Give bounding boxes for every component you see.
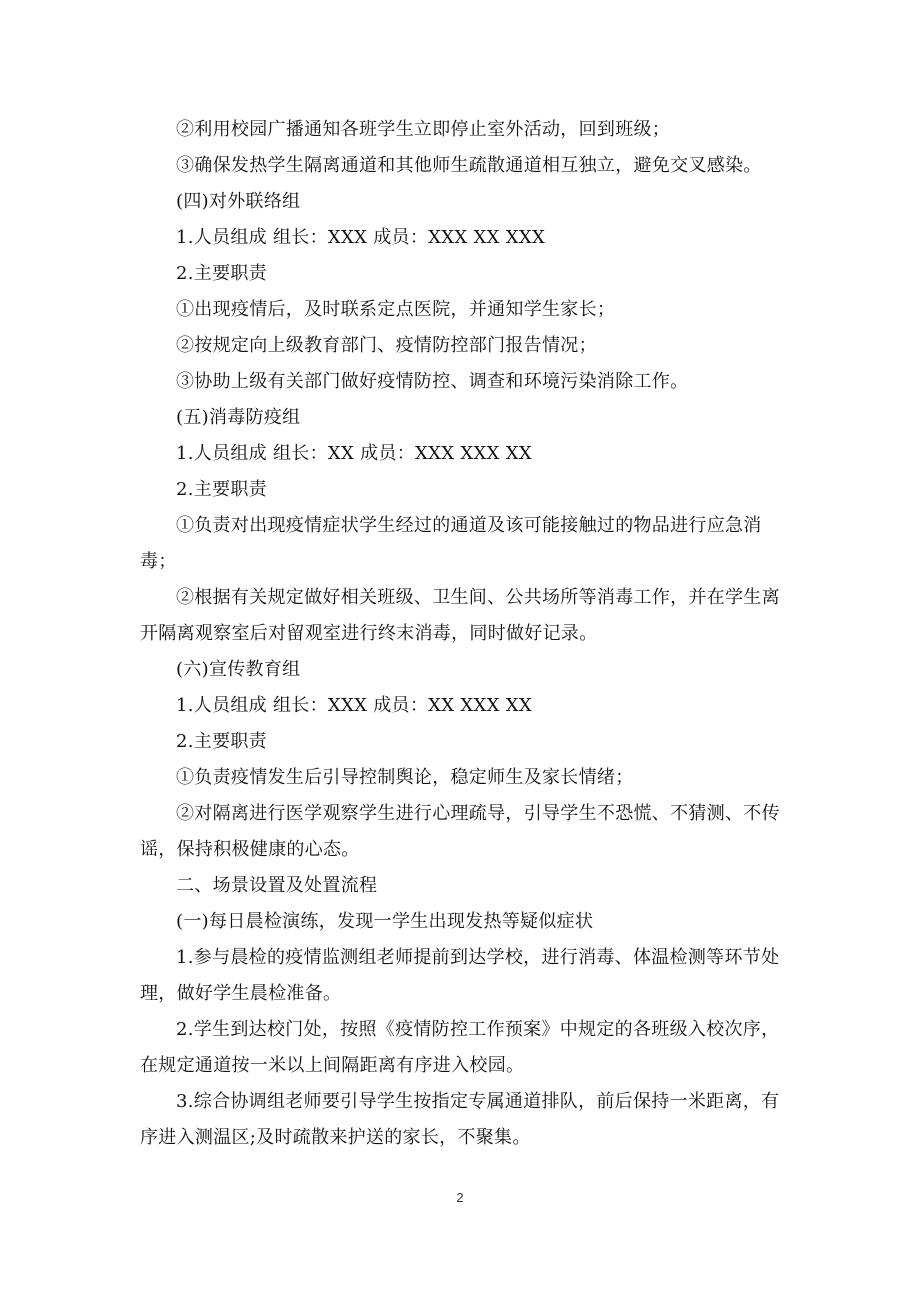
paragraph: ②对隔离进行医学观察学生进行心理疏导，引导学生不恐慌、不猜测、不传谣，保持积极健康的心态。 (140, 803, 780, 860)
paragraph: ①负责疫情发生后引导控制舆论，稳定师生及家长情绪； (176, 767, 634, 788)
section-heading: 二、场景设置及处置流程 (176, 875, 378, 896)
paragraph: 1.人员组成 组长：XXX 成员：XX XXX XX (176, 695, 533, 716)
paragraph: ③协助上级有关部门做好疫情防控、调查和环境污染消除工作。 (176, 371, 689, 392)
paragraph: ②利用校园广播通知各班学生立即停止室外活动，回到班级； (176, 119, 671, 140)
section-heading: (一)每日晨检演练，发现一学生出现发热等疑似症状 (176, 911, 594, 932)
paragraph: ③确保发热学生隔离通道和其他师生疏散通道相互独立，避免交叉感染。 (176, 155, 762, 176)
paragraph: 1.人员组成 组长：XXX 成员：XXX XX XXX (176, 227, 546, 248)
paragraph: 2.主要职责 (176, 731, 267, 752)
page-number: 2 (456, 1190, 464, 1205)
section-heading: (五)消毒防疫组 (176, 407, 301, 428)
paragraph: 1.人员组成 组长：XX 成员：XXX XXX XX (176, 443, 533, 464)
paragraph: ①负责对出现疫情症状学生经过的通道及该可能接触过的物品进行应急消毒； (140, 515, 762, 572)
section-heading: (四)对外联络组 (176, 191, 301, 212)
paragraph: 2.主要职责 (176, 263, 267, 284)
paragraph: 1.参与晨检的疫情监测组老师提前到达学校，进行消毒、体温检测等环节处理，做好学生晨检准备。 (140, 947, 780, 1004)
paragraph: 3.综合协调组老师要引导学生按指定专属通道排队，前后保持一米距离，有序进入测温区;及时疏散来护送的家长，不聚集。 (140, 1091, 780, 1148)
document-body (140, 112, 788, 1156)
paragraph: 2.主要职责 (176, 479, 267, 500)
paragraph: 2.学生到达校门处，按照《疫情防控工作预案》中规定的各班级入校次序，在规定通道按一米以上间隔距离有序进入校园。 (140, 1019, 780, 1076)
section-heading: (六)宣传教育组 (176, 659, 301, 680)
paragraph: ①出现疫情后，及时联系定点医院，并通知学生家长； (176, 299, 616, 320)
paragraph: ②根据有关规定做好相关班级、卫生间、公共场所等消毒工作，并在学生离开隔离观察室后对留观室进行终末消毒，同时做好记录。 (140, 587, 780, 644)
paragraph: ②按规定向上级教育部门、疫情防控部门报告情况； (176, 335, 597, 356)
